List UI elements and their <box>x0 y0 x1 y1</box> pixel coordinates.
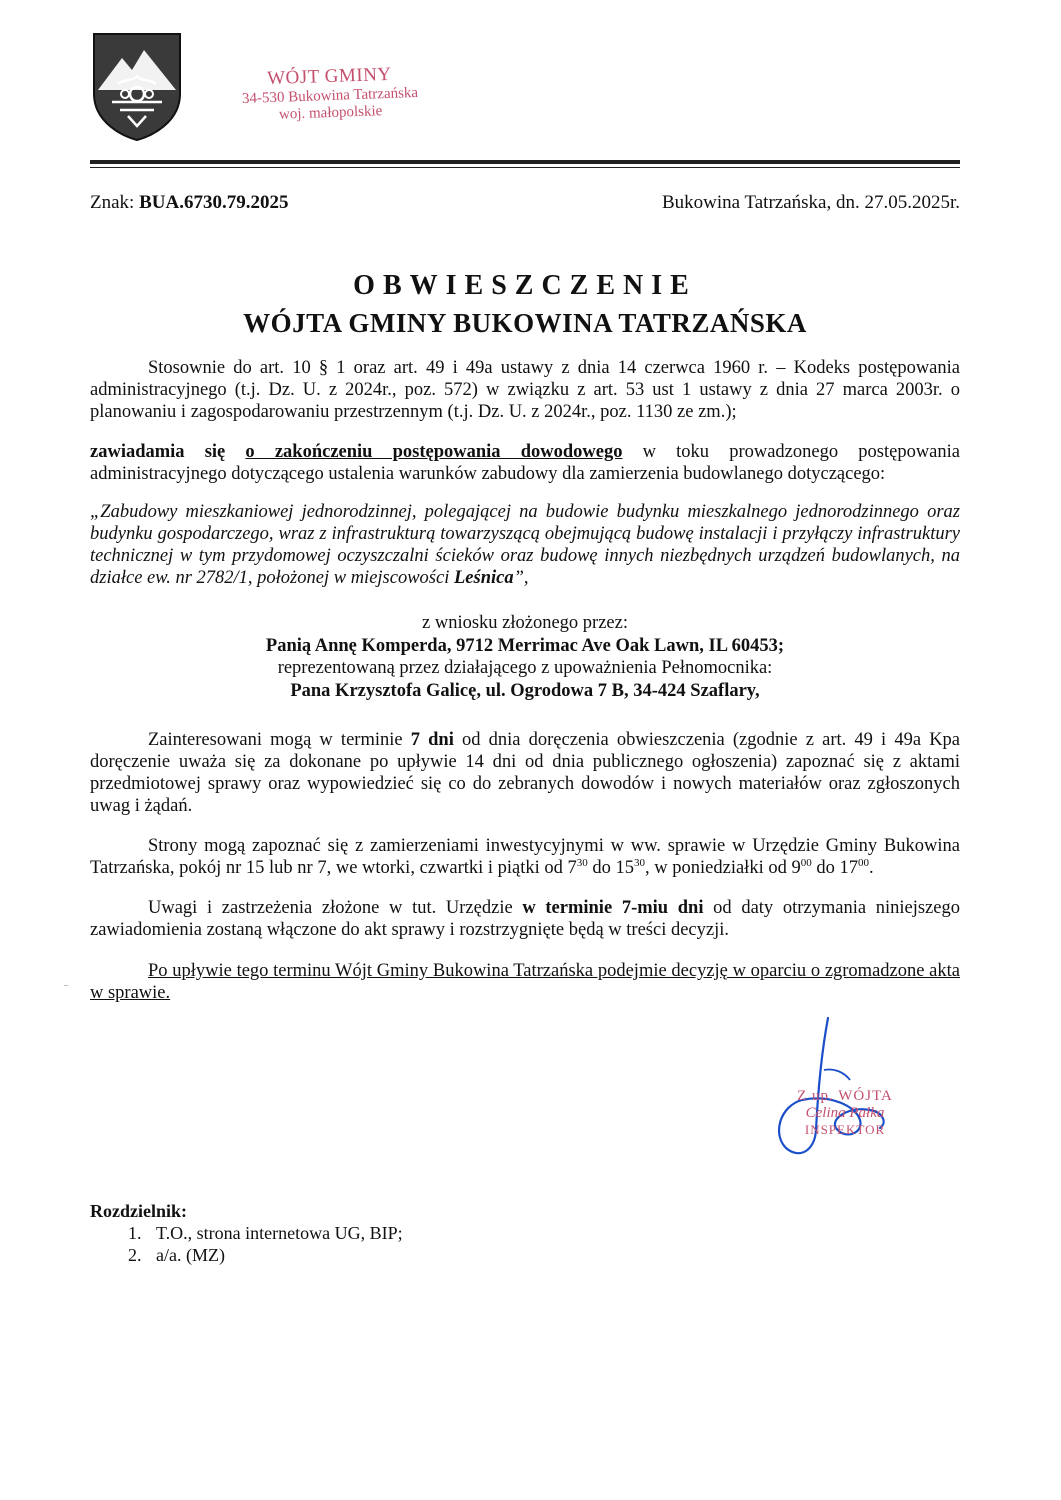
place-date: Bukowina Tatrzańska, dn. 27.05.2025r. <box>661 192 960 213</box>
municipal-coat-of-arms <box>92 32 182 142</box>
signatory-authority: Z up. WÓJTA <box>797 1088 893 1104</box>
notification-underlined: o zakończeniu postępowania dowodowego <box>245 442 623 462</box>
representative-name: Pana Krzysztofa Galicę, ul. Ogrodowa 7 B, 34-424 Szaflary, <box>290 680 760 701</box>
legal-basis-paragraph: Stosownie do art. 10 § 1 oraz art. 49 i 49a ustawy z dnia 14 czerwca 1960 r. – Kodeks postępowania administracyjnego (t.j. Dz. U. z 2024r., poz. 572) w związku z art. 53 ust 1 ustawy z dnia 27 marca 2003r. o planowaniu i zagospodarowaniu przestrzennym (t.j. Dz. U. z 2024r., poz. 1130 ze zm.); <box>90 358 960 422</box>
stamp-office-voivodeship: woj. małopolskie <box>278 103 383 123</box>
stamp-office-title: WÓJT GMINY <box>266 63 392 90</box>
header-rule-thick <box>90 160 960 164</box>
distribution-list <box>90 1200 403 1266</box>
signatory-name: Celina Pałka <box>805 1105 885 1121</box>
reference-number <box>90 192 288 214</box>
decision-paragraph: Po upływie tego terminu Wójt Gminy Bukowina Tatrzańska podejmie decyzję w oparciu o zgromadzone akta w sprawie. <box>90 961 960 1003</box>
review-period-paragraph: Zainteresowani mogą w terminie 7 dni od dnia doręczenia obwieszczenia (zgodnie z art. 49 i 49a Kpa doręczenie uważa się za dokonane po upływie 14 dni od dnia publicznego ogłoszenia) zapoznać się z aktami przedmiotowej sprawy oraz wypowiedzieć się co do zebranych dowodów i nowych materiałów oraz zgłoszonych uwag i żądań. <box>90 730 961 816</box>
notification-bold: zawiadamia się <box>90 442 226 462</box>
notification-paragraph: zawiadamia się o zakończeniu postępowania dowodowego w toku prowadzonego postępowania administracyjnego dotyczącego ustalenia warunków zabudowy dla zamierzenia budowlanego dotyczącego: <box>90 442 960 484</box>
project-description: „Zabudowy mieszkaniowej jednorodzinnej, polegającej na budowie budynku mieszkalnego jednorodzinnego oraz budynku gospodarczego, wraz z infrastrukturą towarzyszącą obejmującą budowę instalacji i przyłączy infrastruktury technicznej w tym przydomowej oczyszczalni ścieków oraz budowę innych niezbędnych urządzeń budowlanych, na działce ew. nr 2782/1, położonej w miejscowości Leśnica”, <box>90 502 960 588</box>
applicant-block <box>90 612 960 702</box>
office-header-stamp <box>229 63 431 126</box>
title-line-2: WÓJTA GMINY BUKOWINA TATRZAŃSKA <box>243 308 807 338</box>
applicant-name: Panią Annę Komperda, 9712 Merrimac Ave Oak Lawn, IL 60453; <box>265 635 785 656</box>
applicant-intro: z wniosku złożonego przez: <box>422 613 628 633</box>
title-line-1: OBWIESZCZENIE <box>353 270 697 301</box>
reference-label: Znak: <box>90 192 135 213</box>
distribution-item: 1. T.O., strona internetowa UG, BIP; <box>146 1222 403 1244</box>
signatory-position: INSPEKTOR <box>804 1122 886 1137</box>
reference-value: BUA.6730.79.2025 <box>139 192 289 213</box>
header-rule-thin <box>90 167 960 168</box>
margin-mark <box>64 985 68 986</box>
project-location: Leśnica <box>453 568 514 588</box>
representative-intro: reprezentowaną przez działającego z upoważnienia Pełnomocnika: <box>277 658 773 678</box>
office-hours-paragraph: Strony mogą zapoznać się z zamierzeniami inwestycyjnymi w ww. sprawie w Urzędzie Gminy Bukowina Tatrzańska, pokój nr 15 lub nr 7, we wtorki, czwartki i piątki od $7^{30}$ do $15^{30}$, w poniedziałki od $9^{00}$ do $17^{00}$. <box>90 836 960 878</box>
document-title <box>90 268 960 342</box>
signatory-stamp <box>780 1088 910 1138</box>
distribution-item: 2. a/a. (MZ) <box>146 1244 403 1266</box>
remarks-paragraph: Uwagi i zastrzeżenia złożone w tut. Urzędzie w terminie 7-miu dni od daty otrzymania niniejszego zawiadomienia zostaną włączone do akt sprawy i rozstrzygnięte będą w treści decyzji. <box>90 898 960 940</box>
distribution-heading: Rozdzielnik: <box>90 1201 187 1221</box>
stamp-office-address: 34-530 Bukowina Tatrzańska <box>241 84 419 108</box>
